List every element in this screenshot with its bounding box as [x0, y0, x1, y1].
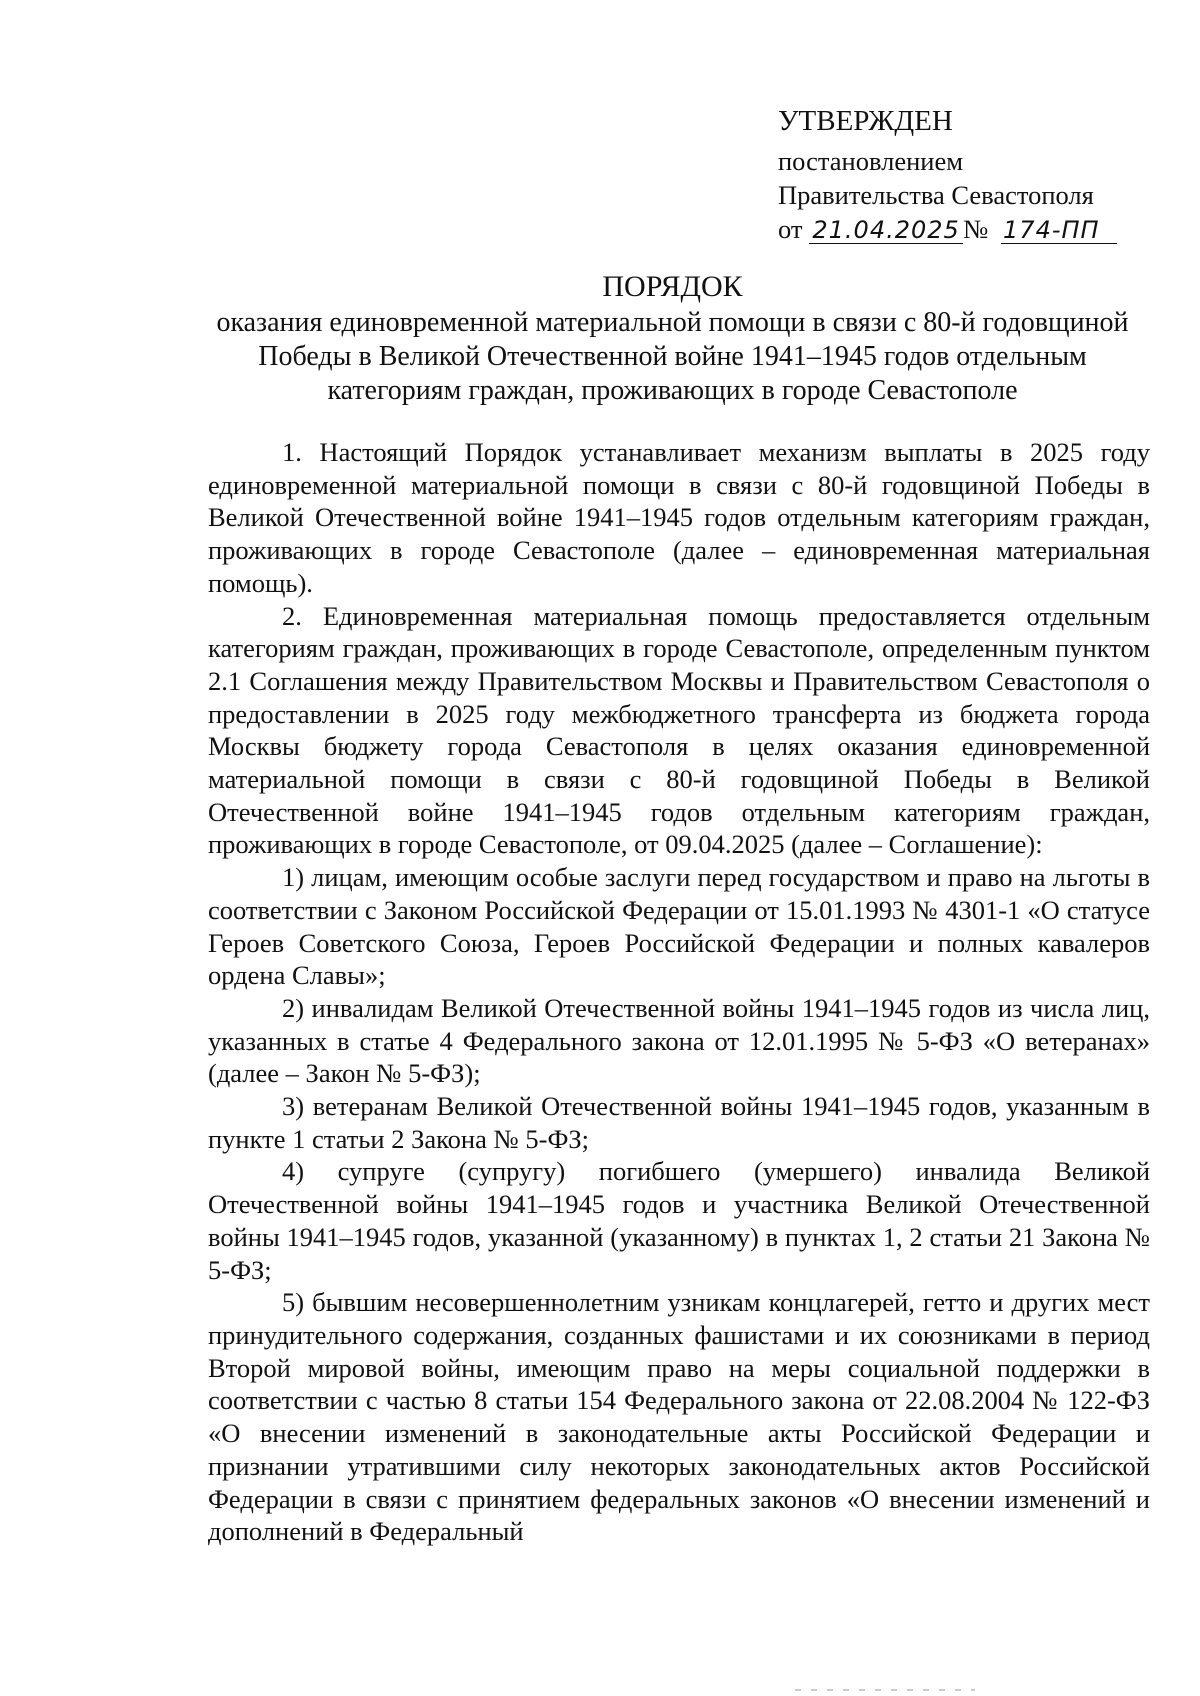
approval-number-sign: № — [963, 214, 989, 244]
approval-line-2: Правительства Севастополя — [778, 180, 1094, 210]
approval-date-line — [778, 212, 1178, 246]
handwritten-number: 174-ПП — [1001, 217, 1117, 244]
list-item-5: 5) бывшим несовершеннолетним узникам концлагерей, гетто и других мест принудительного содержания, созданных фашистами и их союзниками в период Второй мировой войны, имеющим право на меры социальной поддержки в соответствии с частью 8 статьи 154 Федерального закона от 22.08.2004 № 122-ФЗ «О внесении изменений в законодательные акты Российской Федерации и признании утратившими силу некоторых законодательных актов Российской Федерации в связи с принятием федеральных законов «О внесении изменений и дополнений в Федеральный — [208, 1287, 1150, 1547]
list-item-2: 2) инвалидам Великой Отечественной войны 1941–1945 годов из числа лиц, указанных в статье 4 Федерального закона от 12.01.1995 № 5-ФЗ «О ветеранах» (далее – Закон № 5-ФЗ); — [208, 992, 1150, 1089]
paragraph-1: 1. Настоящий Порядок устанавливает механизм выплаты в 2025 году единовременной материальной помощи в связи с 80-й годовщиной Победы в Великой Отечественной войне 1941–1945 годов отдельным категориям граждан, проживающих в городе Севастополе (далее – единовременная материальная помощь). — [208, 437, 1150, 598]
document-title-block — [200, 270, 1145, 408]
list-item-1: 1) лицам, имеющим особые заслуги перед государством и право на льготы в соответствии с Законом Российской Федерации от 15.01.1993 № 4301-1 «О статусе Героев Советского Союза, Героев Российской Федерации и полных кавалеров ордена Славы»; — [208, 862, 1150, 991]
document-body — [208, 436, 1150, 1548]
document-title: ПОРЯДОК — [602, 270, 743, 303]
approval-heading: УТВЕРЖДЕН — [778, 105, 953, 137]
scan-mark — [795, 1688, 975, 1691]
approval-line-1: постановлением — [778, 146, 963, 176]
list-item-3: 3) ветеранам Великой Отечественной войны 1941–1945 годов, указанным в пункте 1 статьи 2 Закона № 5-ФЗ; — [208, 1091, 1150, 1154]
handwritten-date: 21.04.2025 — [809, 217, 963, 244]
document-subtitle: оказания единовременной материальной помощи в связи с 80-й годовщиной Победы в Великой Отечественной войне 1941–1945 годов отдельным категориям граждан, проживающих в городе Севастополе — [216, 307, 1129, 406]
list-item-4: 4) супруге (супругу) погибшего (умершего) инвалида Великой Отечественной войны 1941–1945 годов и участника Великой Отечественной войны 1941–1945 годов, указанной (указанному) в пунктах 1, 2 статьи 21 Закона № 5-ФЗ; — [208, 1156, 1150, 1285]
paragraph-2: 2. Единовременная материальная помощь предоставляется отдельным категориям граждан, проживающих в городе Севастополе, определенным пунктом 2.1 Соглашения между Правительством Москвы и Правительством Севастополя о предоставлении в 2025 году межбюджетного трансферта из бюджета города Москвы бюджету города Севастополя в целях оказания единовременной материальной помощи в связи с 80-й годовщиной Победы в Великой Отечественной войне 1941–1945 годов отдельным категориям граждан, проживающих в городе Севастополе, от 09.04.2025 (далее – Соглашение): — [208, 600, 1150, 860]
approval-date-prefix: от — [778, 214, 803, 244]
approval-stamp-block — [778, 104, 1178, 246]
